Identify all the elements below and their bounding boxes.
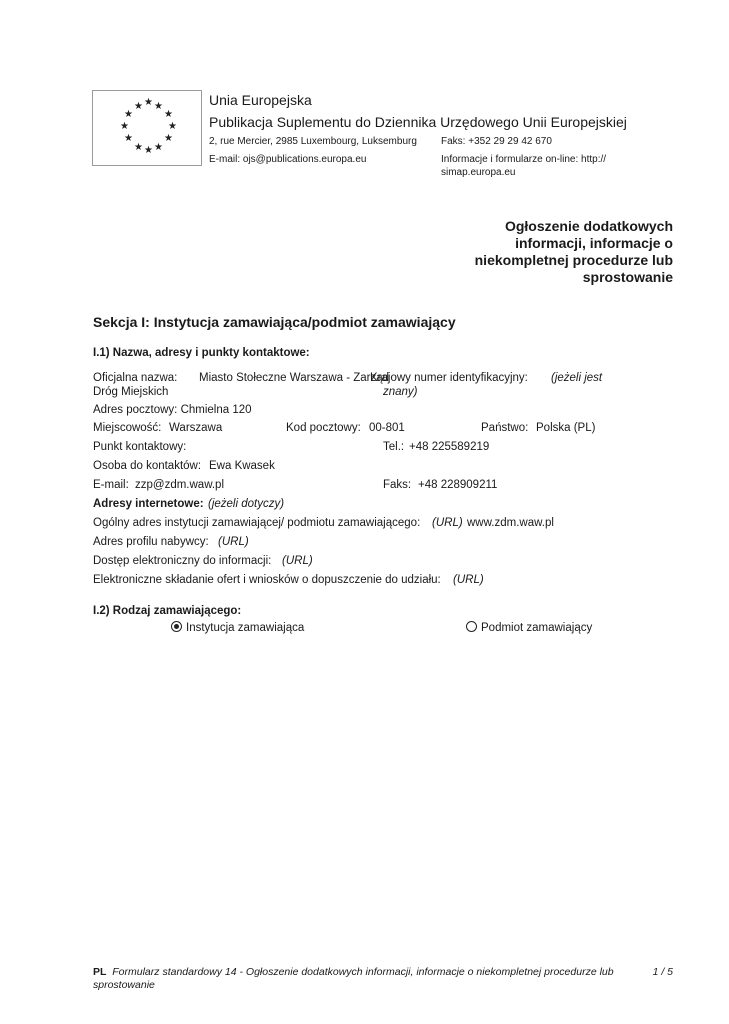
- national-id-note: (jeżeli jest: [551, 372, 603, 384]
- section-title: Sekcja I: Instytucja zamawiająca/podmiot zamawiający: [93, 314, 456, 330]
- tel-label: Tel.:: [383, 441, 405, 453]
- star-icon: ★: [154, 142, 163, 153]
- internet-addresses-title: Adresy internetowe:: [93, 498, 204, 510]
- electronic-access-url-note: (URL): [282, 555, 313, 567]
- header-email: E-mail: ojs@publications.europa.eu: [209, 154, 367, 165]
- star-icon: ★: [144, 145, 153, 156]
- city-value: Warszawa: [169, 422, 223, 434]
- radio-unselected-icon[interactable]: [466, 621, 477, 632]
- national-id-label: Krajowy numer identyfikacyjny:: [370, 372, 528, 384]
- internet-addresses-note: (jeżeli dotyczy): [208, 498, 285, 510]
- header-info-line1: Informacje i formularze on-line: http://: [441, 154, 607, 165]
- contracting-entity-label: Podmiot zamawiający: [481, 622, 593, 634]
- header-subtitle: Publikacja Suplementu do Dziennika Urzędowego Unii Europejskiej: [209, 114, 627, 130]
- subsection-title-i1: I.1) Nazwa, adresy i punkty kontaktowe:: [93, 347, 310, 359]
- country-value: Polska (PL): [536, 422, 596, 434]
- notice-title: Ogłoszenie dodatkowych informacji, informacje o niekompletnej procedurze lub sprostowanie: [474, 218, 673, 285]
- official-name-label: Oficjalna nazwa:: [93, 372, 178, 384]
- electronic-access-label: Dostęp elektroniczny do informacji:: [93, 555, 272, 567]
- postcode-value: 00-801: [369, 422, 405, 434]
- buyer-profile-label: Adres profilu nabywcy:: [93, 536, 209, 548]
- footer-lang: PL: [93, 966, 107, 978]
- eu-flag-icon: [92, 90, 202, 166]
- electronic-submission-url-note: (URL): [453, 574, 484, 586]
- general-address-value: www.zdm.waw.pl: [467, 517, 554, 529]
- page-number: 1 / 5: [652, 966, 673, 978]
- country-label: Państwo:: [481, 422, 529, 434]
- star-icon: ★: [134, 142, 143, 153]
- contact-person-label: Osoba do kontaktów:: [93, 460, 202, 472]
- header-title: Unia Europejska: [209, 92, 312, 108]
- header-fax: Faks: +352 29 29 42 670: [441, 136, 552, 147]
- buyer-profile-url-note: (URL): [218, 536, 249, 548]
- contracting-authority-option[interactable]: [171, 621, 304, 634]
- contact-point-label: Punkt kontaktowy:: [93, 441, 187, 453]
- contact-person-value: Ewa Kwasek: [209, 460, 275, 472]
- star-icon: ★: [120, 121, 129, 132]
- star-icon: ★: [164, 109, 173, 120]
- star-icon: ★: [154, 101, 163, 112]
- electronic-submission-label: Elektroniczne składanie ofert i wniosków o dopuszczenie do udziału:: [93, 574, 441, 586]
- email-label: E-mail:: [93, 479, 129, 491]
- tel-value: +48 225589219: [409, 441, 490, 453]
- general-address-url-note: (URL): [432, 517, 463, 529]
- star-icon: ★: [124, 133, 133, 144]
- contracting-entity-option[interactable]: [466, 621, 592, 634]
- subsection-title-i2: I.2) Rodzaj zamawiającego:: [93, 605, 242, 617]
- header-info-line2: simap.europa.eu: [441, 167, 516, 178]
- star-icon: ★: [164, 133, 173, 144]
- general-address-label: Ogólny adres instytucji zamawiającej/ podmiotu zamawiającego:: [93, 517, 421, 529]
- fax-label: Faks:: [383, 479, 412, 491]
- star-icon: ★: [144, 97, 153, 108]
- header-address: 2, rue Mercier, 2985 Luxembourg, Luksemburg: [209, 136, 417, 147]
- city-label: Miejscowość:: [93, 422, 162, 434]
- star-icon: ★: [168, 121, 177, 132]
- email-value: zzp@zdm.waw.pl: [135, 479, 225, 491]
- official-name-value-cont: Dróg Miejskich: [93, 386, 169, 398]
- radio-selected-icon[interactable]: [171, 621, 182, 632]
- footer-text: [93, 966, 633, 992]
- contracting-authority-label: Instytucja zamawiająca: [186, 622, 305, 634]
- fax-value: +48 228909211: [418, 479, 498, 491]
- postcode-label: Kod pocztowy:: [286, 422, 361, 434]
- postal-address: Adres pocztowy: Chmielna 120: [93, 404, 252, 416]
- national-id-note-cont: znany): [383, 386, 418, 398]
- star-icon: ★: [134, 101, 143, 112]
- official-name-value: Miasto Stołeczne Warszawa - Zarząd: [199, 372, 390, 384]
- star-icon: ★: [124, 109, 133, 120]
- footer-form-title: Formularz standardowy 14 - Ogłoszenie dodatkowych informacji, informacje o niekompletnej procedurze lub sprostowanie: [93, 966, 614, 991]
